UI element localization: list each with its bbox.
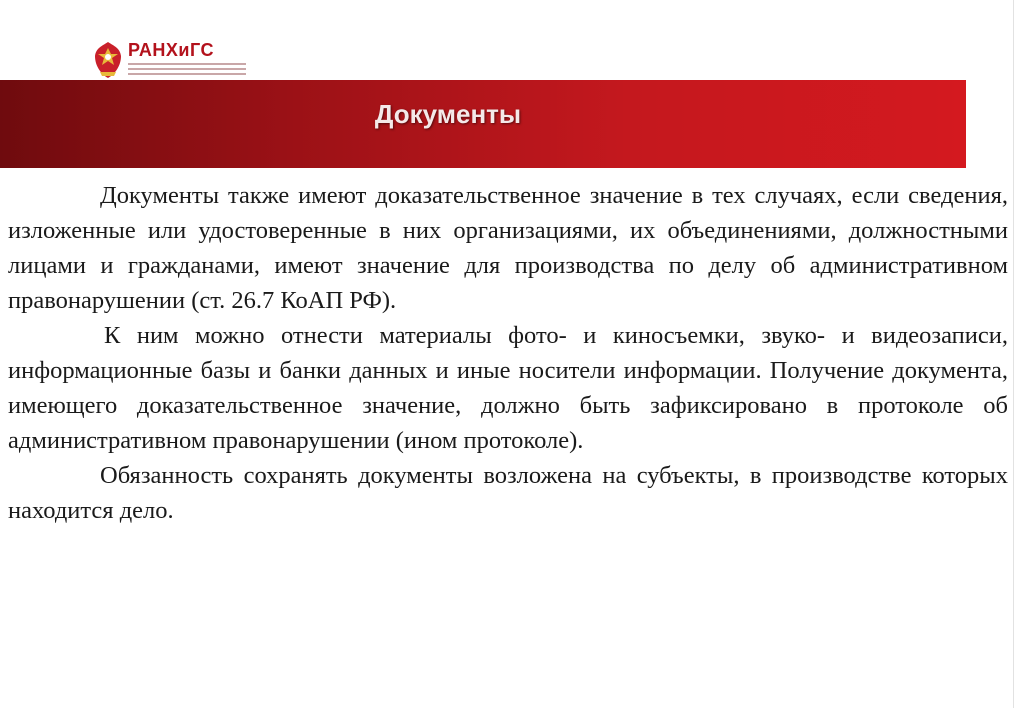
slide-title: Документы — [374, 98, 522, 129]
paragraph: Обязанность сохранять документы возложена на субъекты, в производстве которых находится дело. — [8, 462, 1008, 524]
slide-edge-divider — [1013, 0, 1014, 708]
ranepa-logo — [92, 40, 246, 84]
body-text — [8, 178, 1008, 528]
paragraph: Документы также имеют доказательственное значение в тех случаях, если сведения, изложенные или удостоверенные в них организациями, их объединениями, должностными лицами и гражданами, имеют значение для производства по делу об административном правонарушении (ст. 26.7 КоАП РФ). — [8, 182, 1008, 314]
ranepa-emblem-icon — [92, 40, 124, 80]
logo-subtitle-lines — [128, 63, 246, 78]
paragraph: К ним можно отнести материалы фото- и киносъемки, звуко- и видеозаписи, информационные базы и банки данных и иные носители информации. Получение документа, имеющего доказательственное значение, должно быть зафиксировано в протоколе об административном правонарушении (ином протоколе). — [8, 322, 1008, 454]
logo-name: РАНХиГС — [128, 40, 214, 60]
title-band — [0, 80, 966, 168]
